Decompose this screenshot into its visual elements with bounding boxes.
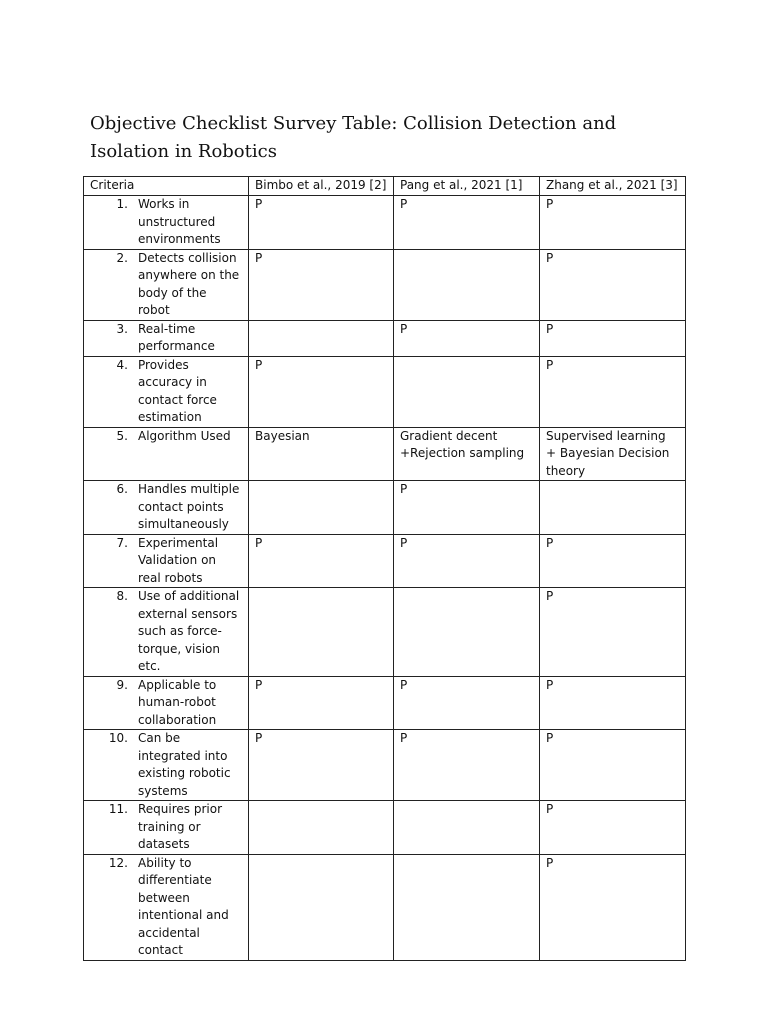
bimbo-cell: P	[249, 249, 394, 320]
bimbo-cell	[249, 854, 394, 960]
zhang-cell: P	[540, 249, 686, 320]
pang-cell: P	[394, 676, 540, 730]
criterion-text: Use of additional external sensors such as force-torque, vision etc.	[138, 589, 240, 673]
criterion-number: 1.	[116, 197, 128, 211]
zhang-cell: P	[540, 320, 686, 356]
document-title: Objective Checklist Survey Table: Collision Detection and Isolation in Robotics	[90, 113, 617, 162]
zhang-cell: P	[540, 676, 686, 730]
zhang-cell: P	[540, 588, 686, 677]
criterion-text: Detects collision anywhere on the body of the robot	[138, 250, 240, 317]
pang-cell	[394, 356, 540, 427]
table-row	[84, 801, 686, 855]
criterion-cell	[84, 249, 249, 320]
criterion-number: 6.	[116, 482, 128, 496]
bimbo-cell: P	[249, 356, 394, 427]
criterion-number: 7.	[116, 535, 128, 550]
pang-cell: Gradient decent +Rejection sampling	[394, 427, 540, 481]
pang-cell: P	[394, 320, 540, 356]
bimbo-cell	[249, 588, 394, 677]
criterion-cell	[84, 588, 249, 677]
table-row	[84, 854, 686, 960]
criterion-cell	[84, 320, 249, 356]
zhang-cell: Supervised learning + Bayesian Decision theory	[540, 427, 686, 481]
criterion-cell	[84, 534, 249, 588]
zhang-cell: P	[540, 534, 686, 588]
bimbo-cell	[249, 481, 394, 535]
criterion-cell	[84, 730, 249, 801]
pang-cell: P	[394, 730, 540, 801]
pang-cell	[394, 249, 540, 320]
bimbo-cell: P	[249, 730, 394, 801]
criterion-text: Can be integrated into existing robotic systems	[138, 731, 231, 798]
criterion-number: 3.	[116, 321, 128, 336]
zhang-cell: P	[540, 801, 686, 855]
criterion	[90, 855, 242, 960]
zhang-cell	[540, 481, 686, 535]
criterion	[90, 801, 242, 854]
criterion	[90, 481, 242, 534]
bimbo-cell: Bayesian	[249, 427, 394, 481]
bimbo-cell: P	[249, 196, 394, 250]
table-row	[84, 196, 686, 250]
zhang-cell: P	[540, 196, 686, 250]
criterion	[90, 588, 242, 676]
criterion	[90, 730, 242, 800]
criterion-text: Requires prior training or datasets	[138, 802, 223, 851]
criterion	[90, 535, 242, 588]
header-pang: Pang et al., 2021 [1]	[394, 177, 540, 196]
criterion-number: 12.	[108, 855, 128, 870]
pang-cell: P	[394, 534, 540, 588]
pang-cell	[394, 588, 540, 677]
criterion-text: Applicable to human-robot collaboration	[138, 677, 217, 727]
criterion-text: Works in unstructured environments	[138, 197, 221, 246]
criterion-cell	[84, 356, 249, 427]
table-row	[84, 249, 686, 320]
criterion	[90, 677, 242, 730]
header-criteria: Criteria	[84, 177, 249, 196]
zhang-cell: P	[540, 854, 686, 960]
criterion-cell	[84, 854, 249, 960]
criterion-text: Handles multiple contact points simultaneously	[138, 482, 240, 531]
bimbo-cell	[249, 801, 394, 855]
criterion-text: Ability to differentiate between intentional and accidental contact	[138, 855, 229, 957]
pang-cell: P	[394, 481, 540, 535]
criterion-number: 9.	[116, 677, 128, 692]
table-row	[84, 588, 686, 677]
criterion-number: 11.	[108, 802, 128, 816]
criterion-number: 2.	[116, 250, 128, 265]
criterion-text: Experimental Validation on real robots	[138, 535, 219, 585]
criterion-text: Real-time performance	[138, 321, 215, 353]
table-row	[84, 427, 686, 481]
bimbo-cell	[249, 320, 394, 356]
survey-table	[83, 176, 686, 961]
bimbo-cell: P	[249, 534, 394, 588]
zhang-cell: P	[540, 356, 686, 427]
criterion-number: 10.	[108, 731, 128, 745]
criterion	[90, 428, 242, 446]
pang-cell	[394, 854, 540, 960]
criterion-text: Provides accuracy in contact force estimation	[138, 357, 217, 424]
bimbo-cell: P	[249, 676, 394, 730]
table-row	[84, 320, 686, 356]
criterion-cell	[84, 801, 249, 855]
criterion	[90, 321, 242, 356]
zhang-cell: P	[540, 730, 686, 801]
header-bimbo: Bimbo et al., 2019 [2]	[249, 177, 394, 196]
table-row	[84, 534, 686, 588]
criterion	[90, 250, 242, 320]
pang-cell: P	[394, 196, 540, 250]
criterion-number: 5.	[116, 428, 128, 443]
pang-cell	[394, 801, 540, 855]
table-row	[84, 676, 686, 730]
table-row	[84, 356, 686, 427]
criterion-number: 8.	[116, 589, 128, 603]
criterion-cell	[84, 196, 249, 250]
criterion	[90, 357, 242, 427]
criterion-cell	[84, 676, 249, 730]
criterion-cell	[84, 427, 249, 481]
criterion-cell	[84, 481, 249, 535]
header-zhang: Zhang et al., 2021 [3]	[540, 177, 686, 196]
criterion-number: 4.	[116, 357, 128, 372]
table-row	[84, 730, 686, 801]
table-row	[84, 481, 686, 535]
criterion	[90, 196, 242, 249]
criterion-text: Algorithm Used	[138, 428, 231, 443]
header-row	[84, 177, 686, 196]
